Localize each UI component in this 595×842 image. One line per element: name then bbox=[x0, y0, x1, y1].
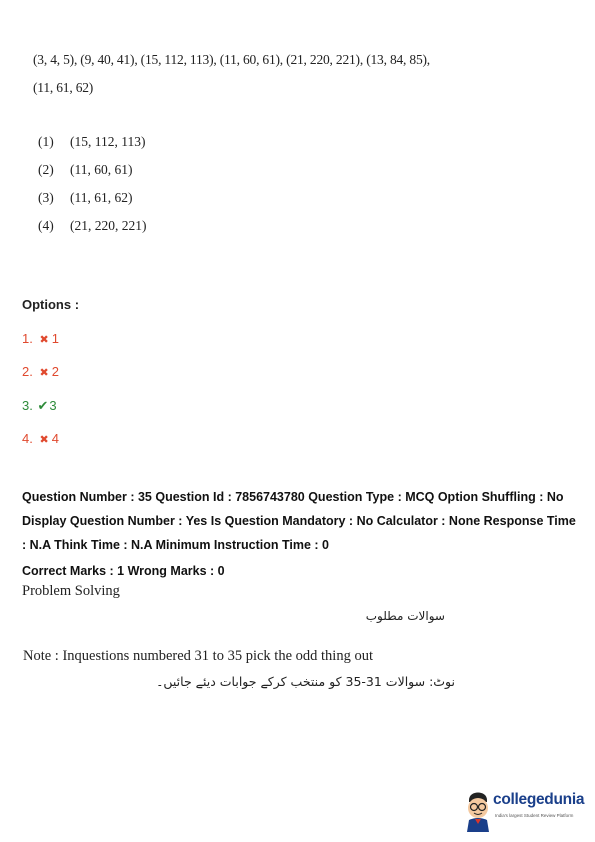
urdu-heading: سوالات مطلوب bbox=[365, 609, 445, 623]
logo-tagline: India's largest Student Review Platform bbox=[495, 813, 574, 818]
question-text-line-1: (3, 4, 5), (9, 40, 41), (15, 112, 113), (11, 60, 61), (21, 220, 221), (13, 84, 85), bbox=[33, 52, 430, 67]
cross-icon: ✖ bbox=[39, 434, 49, 446]
question-meta-line-1: Question Number : 35 Question Id : 7856743780 Question Type : MCQ Option Shuffling : No bbox=[22, 490, 564, 504]
option-value: 4 bbox=[51, 431, 59, 446]
question-meta-line-3: : N.A Think Time : N.A Minimum Instruction Time : 0 bbox=[22, 538, 329, 552]
choice-number: (1) bbox=[38, 134, 54, 149]
option-number: 1. bbox=[22, 331, 33, 346]
choice-text: (11, 61, 62) bbox=[70, 190, 133, 205]
note-text: Note : Inquestions numbered 31 to 35 pick the odd thing out bbox=[23, 648, 373, 664]
choice-number: (3) bbox=[38, 190, 54, 205]
logo-wordmark: collegedunia bbox=[493, 791, 585, 808]
option-number: 2. bbox=[22, 364, 33, 379]
choice-text: (15, 112, 113) bbox=[70, 134, 146, 149]
option-4 bbox=[22, 431, 59, 446]
choice-number: (4) bbox=[38, 218, 54, 233]
option-3 bbox=[22, 398, 57, 414]
option-value: 2 bbox=[51, 364, 59, 379]
urdu-note: نوٹ: سوالات 31-35 کو منتخب کرکے جوابات دیئے جائیں۔ bbox=[156, 674, 455, 689]
choice-text: (11, 60, 61) bbox=[70, 162, 133, 177]
choice-text: (21, 220, 221) bbox=[70, 218, 147, 233]
option-number: 4. bbox=[22, 431, 33, 446]
question-meta-line-2: Display Question Number : Yes Is Question Mandatory : No Calculator : None Response Time bbox=[22, 514, 576, 528]
option-number: 3. bbox=[22, 398, 33, 413]
question-text-line-2: (11, 61, 62) bbox=[33, 80, 94, 95]
options-heading: Options : bbox=[22, 297, 80, 312]
marks-info: Correct Marks : 1 Wrong Marks : 0 bbox=[22, 564, 225, 578]
choice-1 bbox=[38, 134, 146, 150]
option-2 bbox=[22, 364, 59, 379]
choice-number: (2) bbox=[38, 162, 54, 177]
cross-icon: ✖ bbox=[39, 334, 49, 346]
option-value: 3 bbox=[49, 398, 57, 413]
choice-3 bbox=[38, 190, 133, 206]
collegedunia-logo bbox=[463, 786, 583, 832]
section-title: Problem Solving bbox=[22, 583, 120, 599]
check-icon: ✔ bbox=[37, 398, 49, 413]
choice-4 bbox=[38, 218, 147, 234]
mascot-icon bbox=[463, 788, 493, 832]
choice-2 bbox=[38, 162, 133, 178]
option-1 bbox=[22, 331, 59, 346]
option-value: 1 bbox=[51, 331, 59, 346]
cross-icon: ✖ bbox=[39, 367, 49, 379]
